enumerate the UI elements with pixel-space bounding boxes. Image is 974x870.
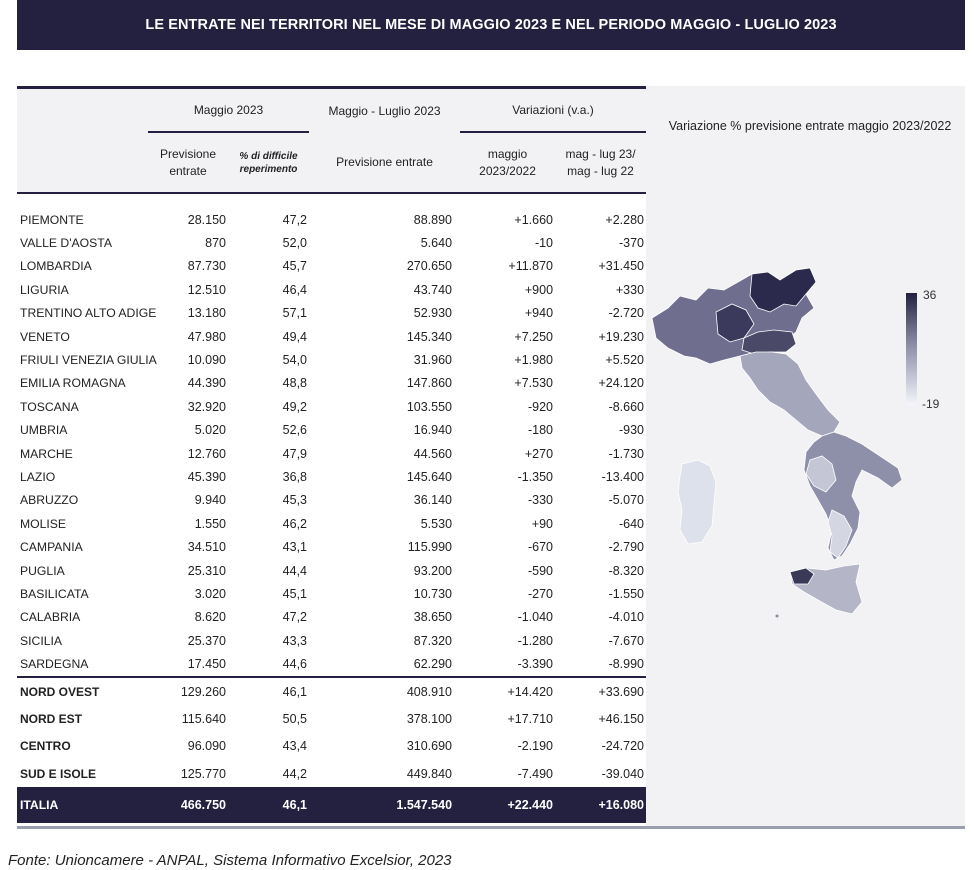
cell-var-periodo: +5.520 xyxy=(605,353,645,368)
row-name: CALABRIA xyxy=(20,610,81,625)
cell-var-maggio: -1.040 xyxy=(517,610,554,625)
cell-periodo: 31.960 xyxy=(413,353,453,368)
table-row-region xyxy=(17,489,646,512)
cell-var-maggio: -270 xyxy=(527,586,554,601)
row-name: ITALIA xyxy=(17,787,148,823)
cell-var-maggio: +90 xyxy=(531,516,554,531)
cell-periodo: 145.340 xyxy=(406,329,453,344)
cell-maggio: 12.760 xyxy=(187,446,226,461)
cell-periodo: 378.100 xyxy=(406,711,453,726)
table-row-region xyxy=(17,348,646,371)
cell-var-maggio: +17.710 xyxy=(507,711,554,726)
cell-maggio: 13.180 xyxy=(187,306,226,321)
cell-var-maggio: +14.420 xyxy=(460,677,555,705)
legend-max-label: 36 xyxy=(923,288,937,302)
row-name: NORD OVEST xyxy=(17,677,148,705)
table-row-region xyxy=(17,395,646,418)
cell-var-periodo: +16.080 xyxy=(555,787,646,823)
cell-periodo: 115.990 xyxy=(407,540,453,555)
cell-periodo: 36.140 xyxy=(413,493,453,508)
header-blank-2 xyxy=(17,132,148,193)
cell-var-periodo: -930 xyxy=(618,423,645,438)
cell-periodo: 449.840 xyxy=(406,766,453,781)
cell-pct: 44,6 xyxy=(282,657,308,672)
cell-maggio: 47.980 xyxy=(187,329,226,344)
table-row-region xyxy=(17,325,646,348)
cell-maggio: 45.390 xyxy=(187,469,226,484)
cell-periodo: 147.860 xyxy=(406,376,453,391)
cell-pct: 46,1 xyxy=(228,787,309,823)
row-name: MARCHE xyxy=(20,446,73,461)
cell-periodo: 44.560 xyxy=(413,446,453,461)
table-row-region xyxy=(17,535,646,558)
table-row-region xyxy=(17,231,646,254)
header-blank xyxy=(17,88,148,133)
cell-maggio: 25.370 xyxy=(187,633,226,648)
table-row-region xyxy=(17,652,646,676)
cell-var-periodo: -1.550 xyxy=(608,586,645,601)
cell-var-periodo: -8.660 xyxy=(608,399,645,414)
cell-maggio: 32.920 xyxy=(187,399,226,414)
table-row-region xyxy=(17,606,646,629)
header-var-maggio: maggio 2023/2022 xyxy=(460,132,555,193)
cell-var-periodo: -1.730 xyxy=(608,446,645,461)
cell-var-maggio: +11.870 xyxy=(508,259,554,274)
table-row-region xyxy=(17,255,646,278)
cell-var-maggio: +1.660 xyxy=(514,212,554,227)
row-name: LOMBARDIA xyxy=(20,259,92,274)
cell-maggio: 25.310 xyxy=(187,563,226,578)
source-note: Fonte: Unioncamere - ANPAL, Sistema Informativo Excelsior, 2023 xyxy=(8,852,452,869)
row-name: NORD EST xyxy=(20,711,83,726)
table-row-region xyxy=(17,582,646,605)
table-row-region xyxy=(17,512,646,535)
cell-pct: 52,6 xyxy=(282,423,308,438)
cell-periodo: 62.290 xyxy=(413,657,453,672)
cell-var-periodo: +46.150 xyxy=(598,711,645,726)
cell-maggio: 1.550 xyxy=(194,516,226,531)
map-island-dot xyxy=(776,615,779,618)
legend-color-scale xyxy=(906,293,917,405)
cell-var-maggio: -10 xyxy=(534,236,554,251)
cell-maggio: 3.020 xyxy=(194,586,226,601)
page-title: LE ENTRATE NEI TERRITORI NEL MESE DI MAGGIO 2023 E NEL PERIODO MAGGIO - LUGLIO 2023 xyxy=(17,0,965,50)
cell-pct: 52,0 xyxy=(282,236,308,251)
row-name: LAZIO xyxy=(20,469,56,484)
row-name: UMBRIA xyxy=(20,423,68,438)
bottom-rule xyxy=(17,826,965,829)
table-row-region xyxy=(17,302,646,325)
cell-var-periodo: -4.010 xyxy=(608,610,645,625)
table-row-area xyxy=(17,760,646,787)
table-row-region xyxy=(17,419,646,442)
cell-var-maggio: +1.980 xyxy=(514,353,554,368)
data-table xyxy=(17,86,646,823)
cell-var-periodo: -370 xyxy=(618,236,645,251)
header-var-periodo: mag - lug 23/ mag - lug 22 xyxy=(555,132,646,193)
cell-maggio: 10.090 xyxy=(187,353,226,368)
cell-maggio: 870 xyxy=(205,236,226,251)
table-row-area xyxy=(17,733,646,760)
cell-pct: 43,3 xyxy=(282,633,308,648)
cell-var-maggio: -920 xyxy=(527,399,554,414)
cell-pct: 36,8 xyxy=(282,469,308,484)
cell-var-maggio: -2.190 xyxy=(517,739,554,754)
cell-maggio: 12.510 xyxy=(187,282,226,297)
row-name: EMILIA ROMAGNA xyxy=(20,376,126,391)
cell-pct: 44,4 xyxy=(282,563,308,578)
table-row-region xyxy=(17,559,646,582)
table-spacer xyxy=(17,193,646,208)
cell-var-maggio: -670 xyxy=(527,540,554,555)
header-periodo-previsione: Previsione entrate xyxy=(309,132,460,193)
cell-maggio: 5.020 xyxy=(194,423,226,438)
data-table-container xyxy=(17,86,646,823)
cell-var-maggio: +270 xyxy=(524,446,554,461)
map-region-sardinia xyxy=(678,460,716,544)
cell-var-periodo: +31.450 xyxy=(598,259,645,274)
cell-pct: 43,4 xyxy=(282,739,308,754)
cell-pct: 46,4 xyxy=(282,282,308,297)
cell-var-maggio: -330 xyxy=(527,493,554,508)
cell-var-periodo: +330 xyxy=(615,282,645,297)
table-row-region xyxy=(17,208,646,231)
cell-maggio: 466.750 xyxy=(148,787,228,823)
cell-pct: 45,3 xyxy=(282,493,308,508)
cell-var-maggio: +7.250 xyxy=(514,329,554,344)
row-name: ABRUZZO xyxy=(20,493,79,508)
header-group-periodo: Maggio - Luglio 2023 xyxy=(309,88,460,133)
cell-maggio: 87.730 xyxy=(187,259,226,274)
table-row-region xyxy=(17,442,646,465)
cell-var-maggio: -590 xyxy=(527,563,554,578)
cell-var-periodo: +24.120 xyxy=(598,376,645,391)
cell-pct: 45,7 xyxy=(282,259,308,274)
cell-periodo: 1.547.540 xyxy=(309,787,460,823)
header-group-variazioni: Variazioni (v.a.) xyxy=(460,88,646,133)
table-row-area xyxy=(17,705,646,732)
cell-periodo: 5.530 xyxy=(420,516,453,531)
table-row-area xyxy=(17,677,646,705)
italy-choropleth-map xyxy=(646,260,906,630)
header-difficile-reperimento: % di difficile reperimento xyxy=(228,132,309,193)
cell-var-maggio: -3.390 xyxy=(517,657,554,672)
cell-periodo: 310.690 xyxy=(406,739,453,754)
cell-var-periodo: -7.670 xyxy=(608,633,645,648)
cell-maggio: 9.940 xyxy=(194,493,226,508)
row-name: PIEMONTE xyxy=(20,212,84,227)
cell-var-periodo: -13.400 xyxy=(601,469,645,484)
cell-maggio: 28.150 xyxy=(187,212,226,227)
cell-var-maggio: -1.350 xyxy=(517,469,554,484)
table-body xyxy=(17,193,646,823)
cell-var-periodo: -8.990 xyxy=(608,657,645,672)
row-name: LIGURIA xyxy=(20,282,69,297)
cell-periodo: 145.640 xyxy=(406,469,453,484)
table-row-region xyxy=(17,372,646,395)
map-title: Variazione % previsione entrate maggio 2023/2022 xyxy=(668,119,952,133)
cell-maggio: 34.510 xyxy=(187,540,226,555)
table-row-region xyxy=(17,278,646,301)
cell-pct: 47,2 xyxy=(282,610,308,625)
cell-periodo: 52.930 xyxy=(413,306,453,321)
cell-var-periodo: -640 xyxy=(618,516,645,531)
cell-var-maggio: +22.440 xyxy=(460,787,555,823)
cell-pct: 49,4 xyxy=(282,329,308,344)
cell-var-maggio: +7.530 xyxy=(514,376,554,391)
cell-var-maggio: -1.280 xyxy=(517,633,554,648)
cell-pct: 47,2 xyxy=(282,212,308,227)
cell-pct: 49,2 xyxy=(282,399,308,414)
cell-maggio: 17.450 xyxy=(187,657,226,672)
cell-pct: 43,1 xyxy=(282,540,308,555)
cell-maggio: 96.090 xyxy=(187,739,226,754)
cell-maggio: 115.640 xyxy=(181,711,226,726)
cell-var-periodo: -5.070 xyxy=(608,493,645,508)
cell-pct: 48,8 xyxy=(282,376,308,391)
cell-pct: 47,9 xyxy=(282,446,308,461)
row-name: SUD E ISOLE xyxy=(20,766,97,781)
cell-periodo: 43.740 xyxy=(413,282,453,297)
cell-periodo: 103.550 xyxy=(406,399,453,414)
map-region-center xyxy=(740,352,840,436)
row-name: TOSCANA xyxy=(20,399,79,414)
cell-var-periodo: +19.230 xyxy=(598,329,645,344)
cell-var-periodo: -8.320 xyxy=(608,563,645,578)
row-name: TRENTINO ALTO ADIGE xyxy=(20,306,157,321)
legend-min-label: -19 xyxy=(922,397,940,411)
cell-pct: 46,1 xyxy=(228,677,309,705)
cell-periodo: 5.640 xyxy=(420,236,453,251)
cell-var-periodo: -24.720 xyxy=(601,739,645,754)
header-group-maggio: Maggio 2023 xyxy=(148,88,309,133)
cell-var-periodo: -2.720 xyxy=(608,306,645,321)
cell-pct: 50,5 xyxy=(282,711,308,726)
cell-var-periodo: +33.690 xyxy=(555,677,646,705)
row-name: MOLISE xyxy=(20,516,67,531)
cell-periodo: 16.940 xyxy=(413,423,453,438)
cell-periodo: 88.890 xyxy=(413,212,453,227)
row-name: VALLE D'AOSTA xyxy=(20,236,112,251)
row-name: SICILIA xyxy=(20,633,62,648)
map-region-south xyxy=(804,432,902,560)
cell-periodo: 270.650 xyxy=(406,259,453,274)
row-name: CAMPANIA xyxy=(20,540,83,555)
row-name: FRIULI VENEZIA GIULIA xyxy=(20,353,157,368)
header-previsione-entrate: Previsione entrate xyxy=(148,132,228,193)
table-row-region xyxy=(17,629,646,652)
cell-var-periodo: +2.280 xyxy=(605,212,645,227)
row-name: BASILICATA xyxy=(20,586,89,601)
cell-var-maggio: +940 xyxy=(524,306,554,321)
table-row-region xyxy=(17,465,646,488)
row-name: PUGLIA xyxy=(20,563,65,578)
cell-periodo: 93.200 xyxy=(413,563,453,578)
cell-var-maggio: -7.490 xyxy=(517,766,554,781)
row-name: SARDEGNA xyxy=(20,657,89,672)
cell-pct: 57,1 xyxy=(282,306,308,321)
cell-pct: 54,0 xyxy=(282,353,308,368)
cell-periodo: 38.650 xyxy=(413,610,453,625)
cell-var-maggio: +900 xyxy=(524,282,554,297)
cell-maggio: 8.620 xyxy=(194,610,226,625)
cell-pct: 44,2 xyxy=(282,766,308,781)
row-name: CENTRO xyxy=(20,739,71,754)
cell-var-maggio: -180 xyxy=(527,423,554,438)
cell-maggio: 129.260 xyxy=(148,677,228,705)
cell-periodo: 10.730 xyxy=(413,586,453,601)
row-name: VENETO xyxy=(20,329,70,344)
cell-var-periodo: -2.790 xyxy=(608,540,645,555)
cell-periodo: 408.910 xyxy=(309,677,460,705)
cell-pct: 45,1 xyxy=(282,586,308,601)
cell-pct: 46,2 xyxy=(282,516,308,531)
table-row-total xyxy=(17,787,646,823)
cell-periodo: 87.320 xyxy=(413,633,453,648)
cell-maggio: 44.390 xyxy=(187,376,226,391)
cell-var-periodo: -39.040 xyxy=(601,766,645,781)
cell-maggio: 125.770 xyxy=(180,766,226,781)
